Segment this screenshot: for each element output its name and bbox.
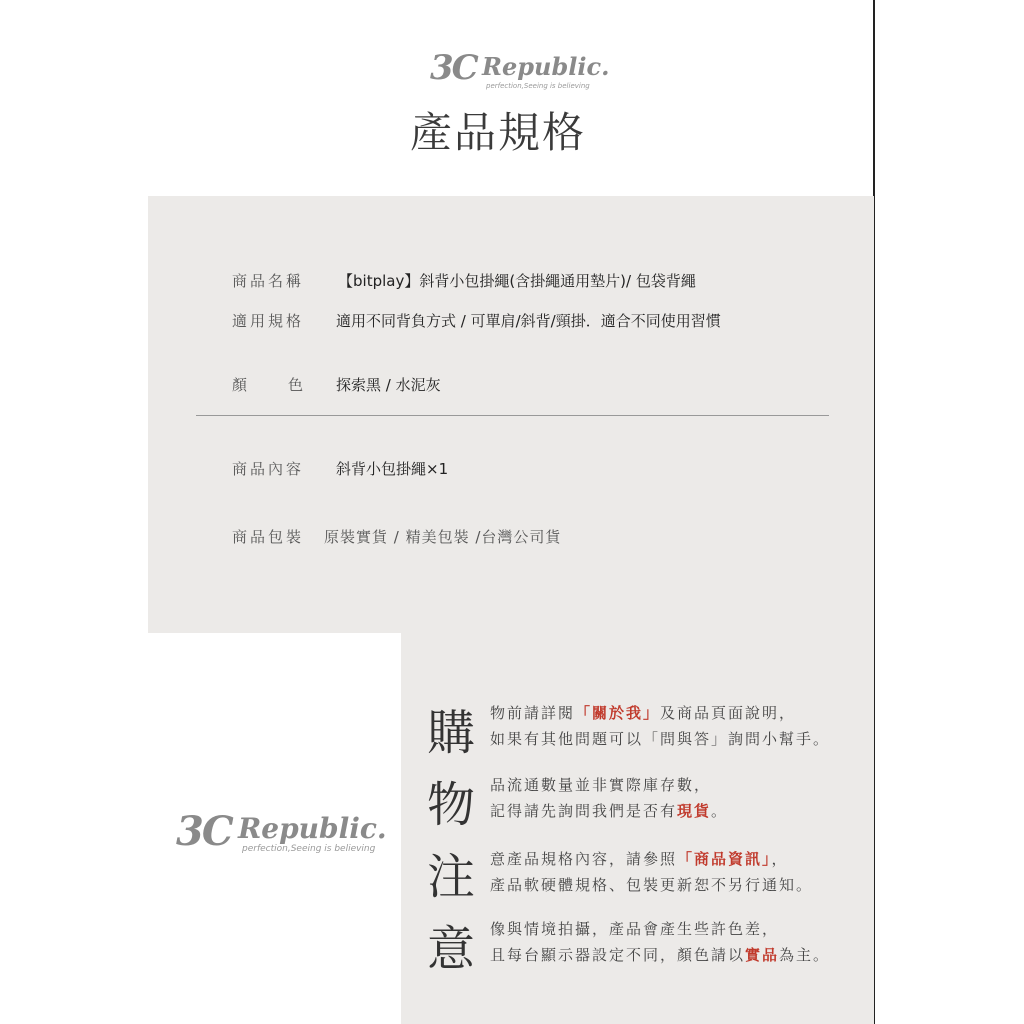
notice-char-4: 意 (427, 921, 476, 977)
notice-line-1a: 物前請詳閱「關於我」及商品頁面說明， (490, 704, 797, 722)
logo-number-bottom: 3C (176, 808, 232, 855)
spec-panel (148, 196, 874, 633)
notice-line-3b: 產品軟硬體規格、包裝更新恕不另行通知。 (490, 876, 814, 894)
spec-label-packaging: 商品包裝 (232, 528, 305, 546)
spec-label-contents: 商品內容 (232, 460, 305, 478)
spec-label-color-char1: 顏 (232, 376, 248, 394)
logo-word-bottom: Republic. (238, 812, 387, 845)
spec-value-packaging: 原裝實貨 / 精美包裝 /台灣公司貨 (324, 528, 562, 546)
spec-value-name: 【bitplay】斜背小包掛繩(含掛繩通用墊片)/ 包袋背繩 (338, 272, 696, 290)
spec-value-contents: 斜背小包掛繩×1 (336, 460, 449, 478)
page-title: 產品規格 (409, 108, 586, 157)
logo-tagline-bottom: perfection,Seeing is believing (242, 844, 376, 854)
logo-word: Republic. (482, 52, 610, 81)
notice-line-2b: 記得請先詢問我們是否有現貨。 (490, 802, 729, 820)
notice-line-3a: 意產品規格內容，請參照「商品資訊」， (490, 850, 789, 868)
spec-value-color: 探索黑 / 水泥灰 (336, 376, 441, 394)
spec-label-usage: 適用規格 (232, 312, 305, 330)
notice-line-1b: 如果有其他問題可以「問與答」詢問小幫手。 (490, 730, 831, 748)
notice-char-1: 購 (427, 705, 476, 761)
notice-char-2: 物 (427, 777, 476, 833)
notice-char-3: 注 (427, 849, 476, 905)
spec-label-color-char2: 色 (288, 376, 304, 394)
brand-logo-top (430, 48, 610, 98)
spec-label-name: 商品名稱 (232, 272, 305, 290)
logo-number: 3C (430, 48, 477, 88)
notice-line-4b: 且每台顯示器設定不同，顏色請以實品為主。 (490, 946, 831, 964)
logo-tagline: perfection,Seeing is believing (486, 82, 590, 90)
notice-line-4a: 像與情境拍攝，產品會產生些許色差， (490, 920, 780, 938)
notice-line-2a: 品流通數量並非實際庫存數， (490, 776, 712, 794)
spec-value-usage: 適用不同背負方式 / 可單肩/斜背/頸掛．適合不同使用習慣 (336, 312, 721, 330)
spec-divider (196, 415, 829, 416)
brand-logo-bottom (176, 808, 387, 868)
